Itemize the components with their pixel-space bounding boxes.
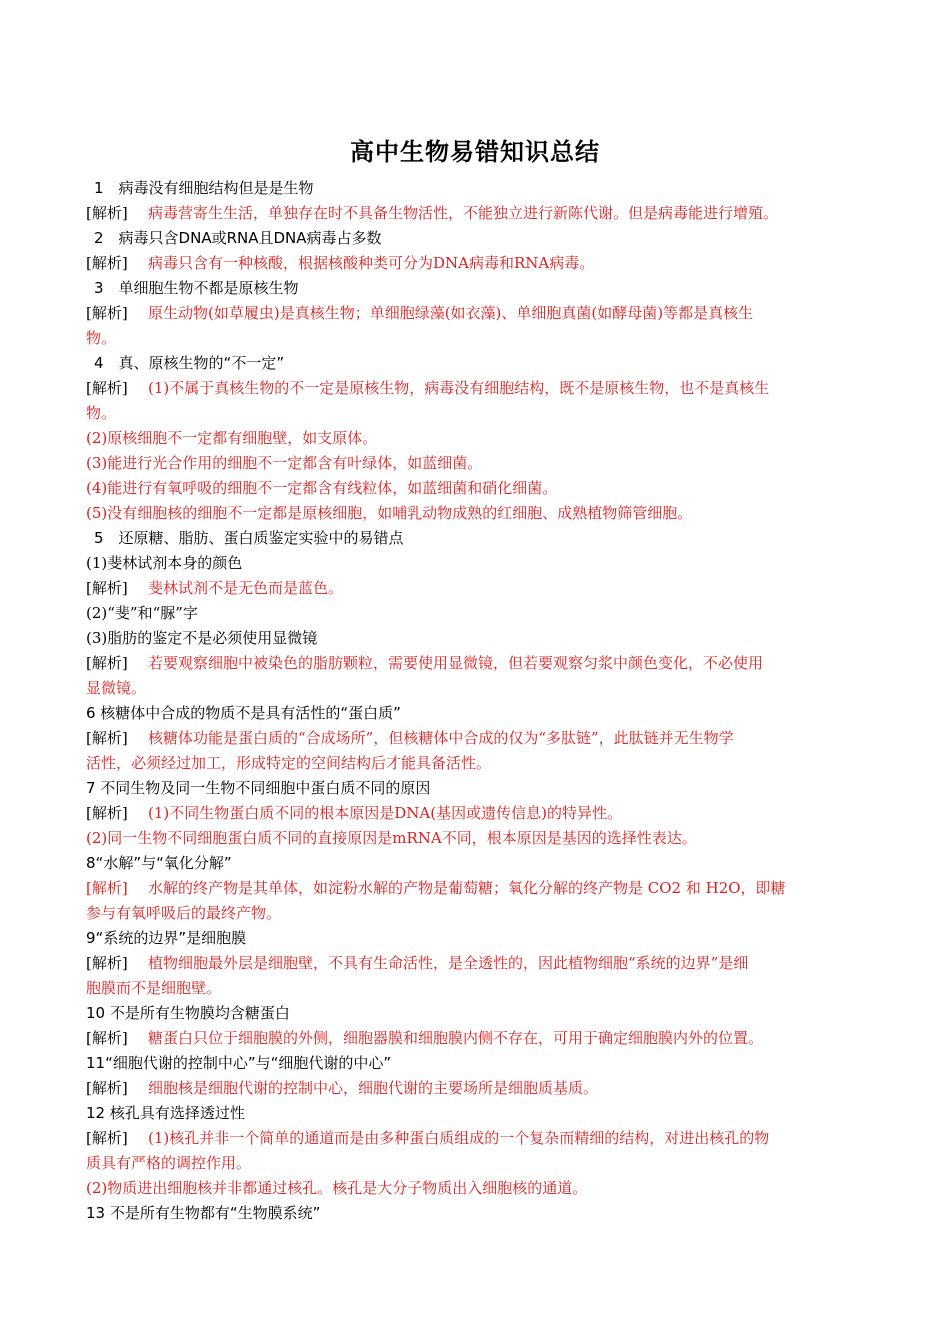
analysis-text: 病毒只含有一种核酸，根据核酸种类可分为DNA病毒和RNA病毒。 — [148, 254, 595, 272]
analysis-continuation: 活性，必须经过加工，形成特定的空间结构后才能具备活性。 — [86, 754, 492, 772]
analysis-text: 病毒营寄生生活，单独存在时不具备生物活性，不能独立进行新陈代谢。但是病毒能进行增殖。 — [148, 204, 779, 222]
analysis-continuation: 物。 — [86, 329, 117, 347]
analysis-continuation: 胞膜而不是细胞壁。 — [86, 979, 222, 997]
document-body — [86, 176, 866, 1226]
analysis-line — [86, 1126, 866, 1151]
analysis-tag: [解析] — [86, 254, 128, 272]
analysis-tag: [解析] — [86, 879, 128, 897]
analysis-continuation: 物。 — [86, 404, 117, 422]
analysis-text: 若要观察细胞中被染色的脂肪颗粒，需要使用显微镜，但若要观察匀浆中颜色变化，不必使用 — [148, 654, 764, 672]
sub-question: (3)脂肪的鉴定不是必须使用显微镜 — [86, 629, 318, 647]
analysis-text: (1)核孔并非一个简单的通道而是由多种蛋白质组成的一个复杂而精细的结构，对进出核孔的物 — [148, 1129, 770, 1147]
section-heading: 3 单细胞生物不都是原核生物 — [94, 279, 299, 297]
analysis-tag: [解析] — [86, 204, 128, 222]
section-heading: 13 不是所有生物都有“生物膜系统” — [86, 1204, 321, 1222]
analysis-tag: [解析] — [86, 1079, 128, 1097]
analysis-tag: [解析] — [86, 654, 128, 672]
analysis-text: 斐林试剂不是无色而是蓝色。 — [148, 579, 344, 597]
analysis-point: (2)物质进出细胞核并非都通过核孔。核孔是大分子物质出入细胞核的通道。 — [86, 1179, 588, 1197]
section-heading: 12 核孔具有选择透过性 — [86, 1104, 245, 1122]
section-heading: 5 还原糖、脂肪、蛋白质鉴定实验中的易错点 — [94, 529, 404, 547]
analysis-line — [86, 251, 866, 276]
section-heading: 8“水解”与“氧化分解” — [86, 854, 232, 872]
analysis-line — [86, 301, 866, 326]
analysis-point: (3)能进行光合作用的细胞不一定都含有叶绿体，如蓝细菌。 — [86, 454, 483, 472]
analysis-tag: [解析] — [86, 954, 128, 972]
analysis-point: (5)没有细胞核的细胞不一定都是原核细胞，如哺乳动物成熟的红细胞、成熟植物筛管细胞。 — [86, 504, 693, 522]
analysis-line — [86, 951, 866, 976]
sub-question: (1)斐林试剂本身的颜色 — [86, 554, 243, 572]
analysis-tag: [解析] — [86, 804, 128, 822]
analysis-tag: [解析] — [86, 729, 128, 747]
analysis-line — [86, 576, 866, 601]
section-heading: 11“细胞代谢的控制中心”与“细胞代谢的中心” — [86, 1054, 392, 1072]
section-heading: 6 核糖体中合成的物质不是具有活性的“蛋白质” — [86, 704, 401, 722]
analysis-tag: [解析] — [86, 579, 128, 597]
analysis-text: 细胞核是细胞代谢的控制中心，细胞代谢的主要场所是细胞质基质。 — [148, 1079, 599, 1097]
analysis-text: 植物细胞最外层是细胞壁，不具有生命活性，是全透性的，因此植物细胞“系统的边界”是细 — [148, 954, 749, 972]
section-heading: 4 真、原核生物的“不一定” — [94, 354, 285, 372]
section-heading: 9“系统的边界”是细胞膜 — [86, 929, 247, 947]
analysis-line — [86, 651, 866, 676]
analysis-line — [86, 201, 866, 226]
analysis-point: (2)原核细胞不一定都有细胞壁，如支原体。 — [86, 429, 378, 447]
analysis-text: (1)不同生物蛋白质不同的根本原因是DNA(基因或遗传信息)的特异性。 — [148, 804, 622, 822]
analysis-point: (4)能进行有氧呼吸的细胞不一定都含有线粒体，如蓝细菌和硝化细菌。 — [86, 479, 558, 497]
page-title: 高中生物易错知识总结 — [350, 137, 600, 166]
analysis-line — [86, 726, 866, 751]
analysis-tag: [解析] — [86, 1029, 128, 1047]
analysis-line — [86, 1026, 866, 1051]
analysis-tag: [解析] — [86, 379, 128, 397]
analysis-text: 水解的终产物是其单体，如淀粉水解的产物是葡萄糖；氧化分解的终产物是 CO2 和 H2O，即糖 — [148, 879, 786, 897]
section-heading: 1 病毒没有细胞结构但是是生物 — [94, 179, 314, 197]
analysis-line — [86, 1076, 866, 1101]
sub-question: (2)“斐”和“脲”字 — [86, 604, 198, 622]
analysis-continuation: 显微镜。 — [86, 679, 147, 697]
analysis-line — [86, 801, 866, 826]
analysis-continuation: 参与有氧呼吸后的最终产物。 — [86, 904, 282, 922]
analysis-text: (1)不属于真核生物的不一定是原核生物，病毒没有细胞结构，既不是原核生物，也不是真核生 — [148, 379, 770, 397]
section-heading: 7 不同生物及同一生物不同细胞中蛋白质不同的原因 — [86, 779, 431, 797]
analysis-text: 糖蛋白只位于细胞膜的外侧，细胞器膜和细胞膜内侧不存在，可用于确定细胞膜内外的位置。 — [148, 1029, 764, 1047]
analysis-continuation: 质具有严格的调控作用。 — [86, 1154, 252, 1172]
analysis-text: 原生动物(如草履虫)是真核生物；单细胞绿藻(如衣藻)、单细胞真菌(如酵母菌)等都是真核生 — [148, 304, 754, 322]
analysis-point: (2)同一生物不同细胞蛋白质不同的直接原因是mRNA不同，根本原因是基因的选择性表达。 — [86, 829, 697, 847]
section-heading: 2 病毒只含DNA或RNA且DNA病毒占多数 — [94, 229, 382, 247]
analysis-line — [86, 876, 866, 901]
section-heading: 10 不是所有生物膜均含糖蛋白 — [86, 1004, 290, 1022]
analysis-text: 核糖体功能是蛋白质的“合成场所”，但核糖体中合成的仅为“多肽链”，此肽链并无生物学 — [148, 729, 734, 747]
analysis-line — [86, 376, 866, 401]
analysis-tag: [解析] — [86, 304, 128, 322]
analysis-tag: [解析] — [86, 1129, 128, 1147]
